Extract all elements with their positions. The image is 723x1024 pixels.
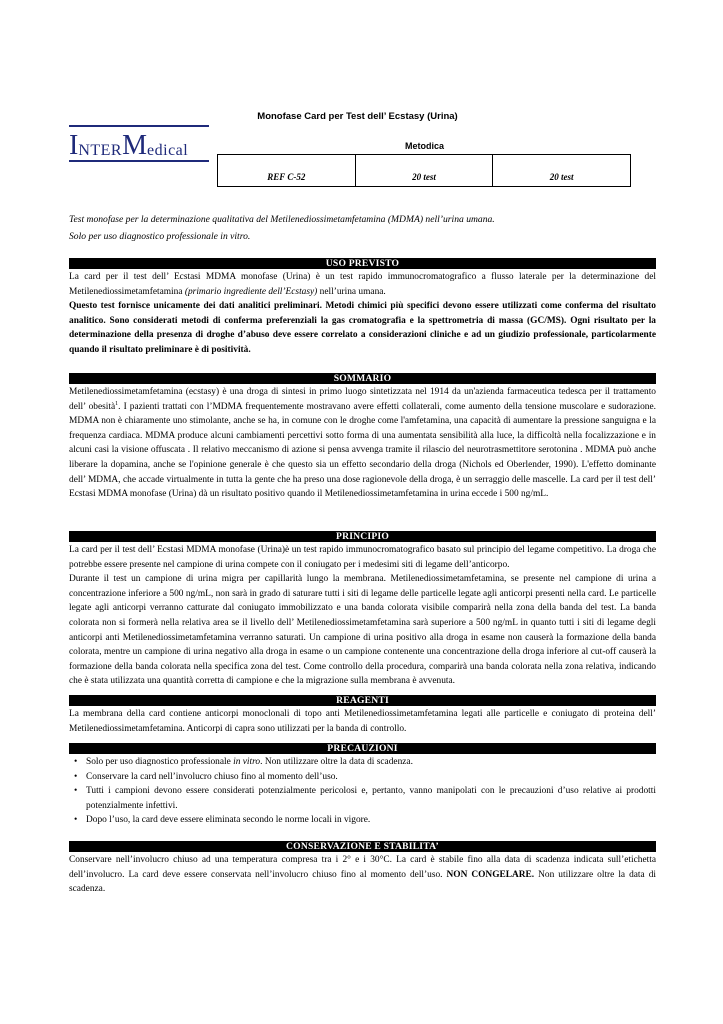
method-label: Metodica [404, 141, 444, 151]
intro-line: Solo per uso diagnostico professionale in vitro. [69, 231, 251, 242]
reference-table [217, 154, 631, 187]
paragraph: La card per il test dell’ Ecstasi MDMA monofase (Urina) è un test rapido immunocromatografico a flusso laterale per la determinazione del Metilenediossimetamfetamina (primario ingrediente dell’Ecstasy) nell’urina umana. [69, 272, 656, 297]
paragraph: La card per il test dell’ Ecstasi MDMA monofase (Urina)è un test rapido immunocromatografico basato sul principio del legame competitivo. La droga che potrebbe essere presente nel campione di urina compete con il coniugato per i medesimi siti di legame dell’anticorpo. [69, 545, 656, 570]
section-precauzioni [69, 743, 656, 828]
section-heading: PRINCIPIO [69, 531, 656, 542]
section-heading: USO PREVISTO [69, 258, 656, 269]
intro-line: Test monofase per la determinazione qualitativa del Metilenediossimetamfetamina (MDMA) nell’urina umana. [69, 214, 495, 225]
section-principio [69, 531, 656, 689]
list-item: • Dopo l’uso, la card deve essere eliminata secondo le norme locali in vigore. [78, 813, 656, 828]
section-heading: SOMMARIO [69, 373, 656, 384]
paragraph: Conservare nell’involucro chiuso ad una temperatura compresa tra i 2° e i 30°C. La card è stabile fino alla data di scadenza indicata sull’etichetta dell’involucro. La card deve essere conservata nell’involucro chiuso fino al momento dell’uso. NON CONGELARE. Non utilizzare oltre la data di scadenza. [69, 855, 656, 895]
document-title: Monofase Card per Test dell’ Ecstasy (Urina) [257, 111, 458, 122]
paragraph: Metilenediossimetamfetamina (ecstasy) è una droga di sintesi in primo luogo sintetizzata nel 1914 da un'azienda farmaceutica tedesca per il trattamento dell’ obesità$^1$. I pazienti trattati con l’MDMA frequentemente mostravano avere effetti collaterali, come aumento della tensione muscolare e sudorazione. MDMA non è chiaramente uno stimolante, anche se ha, in comune con le droghe come l'amfetamina, una capacità di aumentare la pressione sanguigna e la frequenza cardiaca. MDMA produce alcuni cambiamenti percettivi sotto forma di una aumentata sensibilità alla luce, la difficoltà nella focalizzazione e in alcuni casi la visione offuscata . Il relativo meccanismo di azione si pensa avvenga tramite il rilascio del neurotrasmettitore serotonina . MDMA può anche liberare la dopamina, anche se l'opinione generale è che questo sia un effetto secondario della droga (Nichols ed Oberlender, 1990). L'effetto dominante dell’ MDMA, che accade virtualmente in tutta la gente che ha preso una dose ragionevole della droga, è un serraggio delle mascelle. La card per il test dell’ Ecstasi MDMA monofase (Urina) dà un risultato positivo quando il Metilenediossimetamfetamina in urina eccede i 500 ng/mL. [69, 387, 656, 500]
section-heading: CONSERVAZIONE E STABILITA’ [69, 841, 656, 852]
list-item: • Tutti i campioni devono essere considerati potenzialmente pericolosi e, pertanto, vanno manipolati con le precauzioni d’uso relative ai prodotti potenzialmente infettivi. [78, 784, 656, 813]
intermedical-logo: I NTER M edical [69, 125, 209, 162]
paragraph: Questo test fornisce unicamente dei dati analitici preliminari. Metodi chimici più specifici devono essere utilizzati come conferma del risultato analitico. Sono considerati metodi di conferma preferenziali la gas cromatografia e la spettrometria di massa (GC/MS). Ogni risultato per la determinazione della presenza di droghe d’abuso deve essere correlato a considerazioni cliniche e ad un giudizio professionale, particolarmente quando il risultato preliminare è di positività. [69, 301, 656, 355]
section-heading: PRECAUZIONI [69, 743, 656, 754]
paragraph: Durante il test un campione di urina migra per capillarità lungo la membrana. Metilenediossimetamfetamina, se presente nel campione di urina a concentrazione inferiore a 500 ng/mL, non sarà in grado di saturare tutti i siti di legame delle particelle legate agli anticorpi presenti nella card. Le particelle legate agli anticorpi verranno catturate dal coniugato immobilizzato e una banda colorata visibile comparirà nella zona della banda del test. La banda colorata non si formerà nella relativa area se il livello dell’ Metilenediossimetamfetamina sarà superiore a 500 ng/mL in quanto tutti i siti di legame degli anticorpi anti Metilenediossimetamfetamina verranno saturati. Un campione di urina positivo alla droga in esame non causerà la formazione della banda colorata, mentre un campione di urina negativo alla droga in esame o un campione contenente una concentrazione della droga inferiore al cut-off causerà la formazione della banda colorata nella specifica zona del test. Come controllo della procedura, comparirà una banda colorata nella zona relativa, indicando che è stata utilizzata una quantità corretta di campione e che la migrazione sulla membrana è avvenuta. [69, 574, 656, 687]
ref-code-cell: REF C-52 [267, 172, 306, 182]
paragraph: La membrana della card contiene anticorpi monoclonali di topo anti Metilenediossimetamfetamina legati alle particelle e coniugato di proteina dell’ Metilenediossimetamfetamina. Anticorpi di capra sono utilizzati per la banda di controllo. [69, 709, 656, 734]
list-item: • Conservare la card nell’involucro chiuso fino al momento dell’uso. [78, 770, 656, 785]
test-count-cell: 20 test [355, 155, 493, 186]
test-count-cell: 20 test [492, 155, 630, 186]
intro-text [69, 211, 659, 245]
section-sommario [69, 373, 656, 502]
section-uso-previsto [69, 258, 656, 358]
section-heading: REAGENTI [69, 695, 656, 706]
list-item: • Solo per uso diagnostico professionale in vitro. Non utilizzare oltre la data di scadenza. [78, 755, 656, 770]
section-reagenti [69, 695, 656, 736]
section-conservazione [69, 841, 656, 897]
